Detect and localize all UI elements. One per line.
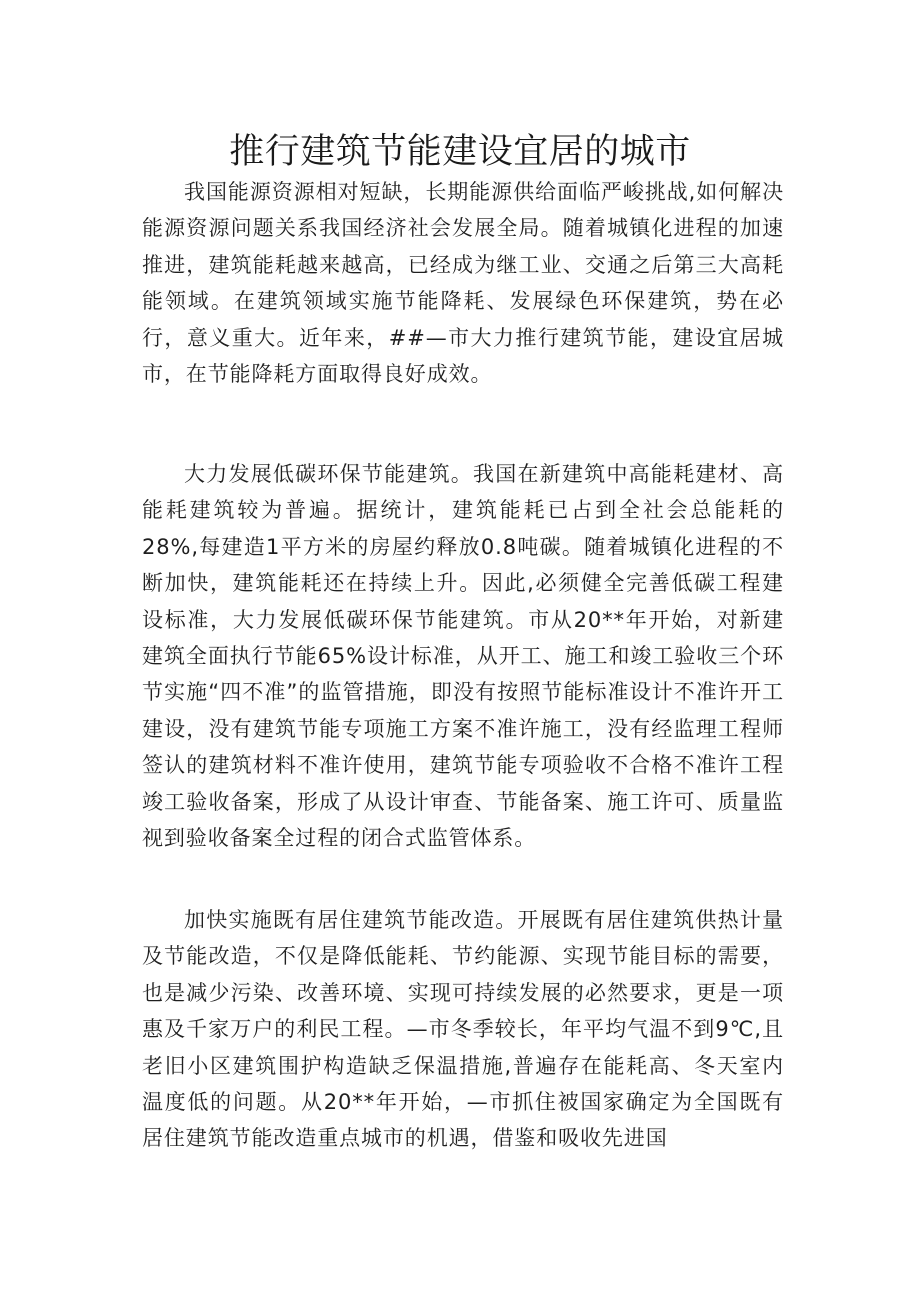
document-title: 推行建筑节能建设宜居的城市 xyxy=(229,132,691,172)
paragraph-low-carbon: 大力发展低碳环保节能建筑。我国在新建筑中高能耗建材、高能耗建筑较为普遍。据统计，建筑能耗已占到全社会总能耗的28%,每建造1平方米的房屋约释放0.8吨碳。随着城镇化进程的不断加快，建筑能耗还在持续上升。因此,必须健全完善低碳工程建设标准，大力发展低碳环保节能建筑。市从20**年开始，对新建建筑全面执行节能65%设计标准，从开工、施工和竣工验收三个环节实施“四不准”的监管措施，即没有按照节能标准设计不准许开工建设，没有建筑节能专项施工方案不准许施工，没有经监理工程师签认的建筑材料不准许使用，建筑节能专项验收不合格不准许工程竣工验收备案，形成了从设计审查、节能备案、施工许可、质量监视到验收备案全过程的闭合式监管体系。 xyxy=(142,462,784,851)
paragraph-retrofit: 加快实施既有居住建筑节能改造。开展既有居住建筑供热计量及节能改造，不仅是降低能耗、节约能源、实现节能目标的需要，也是减少污染、改善环境、实现可持续发展的必然要求，更是一项惠及千家万户的利民工程。—市冬季较长，年平均气温不到9℃,且老旧小区建筑围护构造缺乏保温措施,普遍存在能耗高、冬天室内温度低的问题。从20**年开始，—市抓住被国家确定为全国既有居住建筑节能改造重点城市的机遇，借鉴和吸收先进国 xyxy=(142,908,784,1151)
paragraph-intro: 我国能源资源相对短缺，长期能源供给面临严峻挑战,如何解决能源资源问题关系我国经济社会发展全局。随着城镇化进程的加速推进，建筑能耗越来越高，已经成为继工业、交通之后第三大高耗能领域。在建筑领域实施节能降耗、发展绿色环保建筑，势在必行，意义重大。近年来，##—市大力推行建筑节能，建设宜居城市，在节能降耗方面取得良好成效。 xyxy=(142,180,784,387)
